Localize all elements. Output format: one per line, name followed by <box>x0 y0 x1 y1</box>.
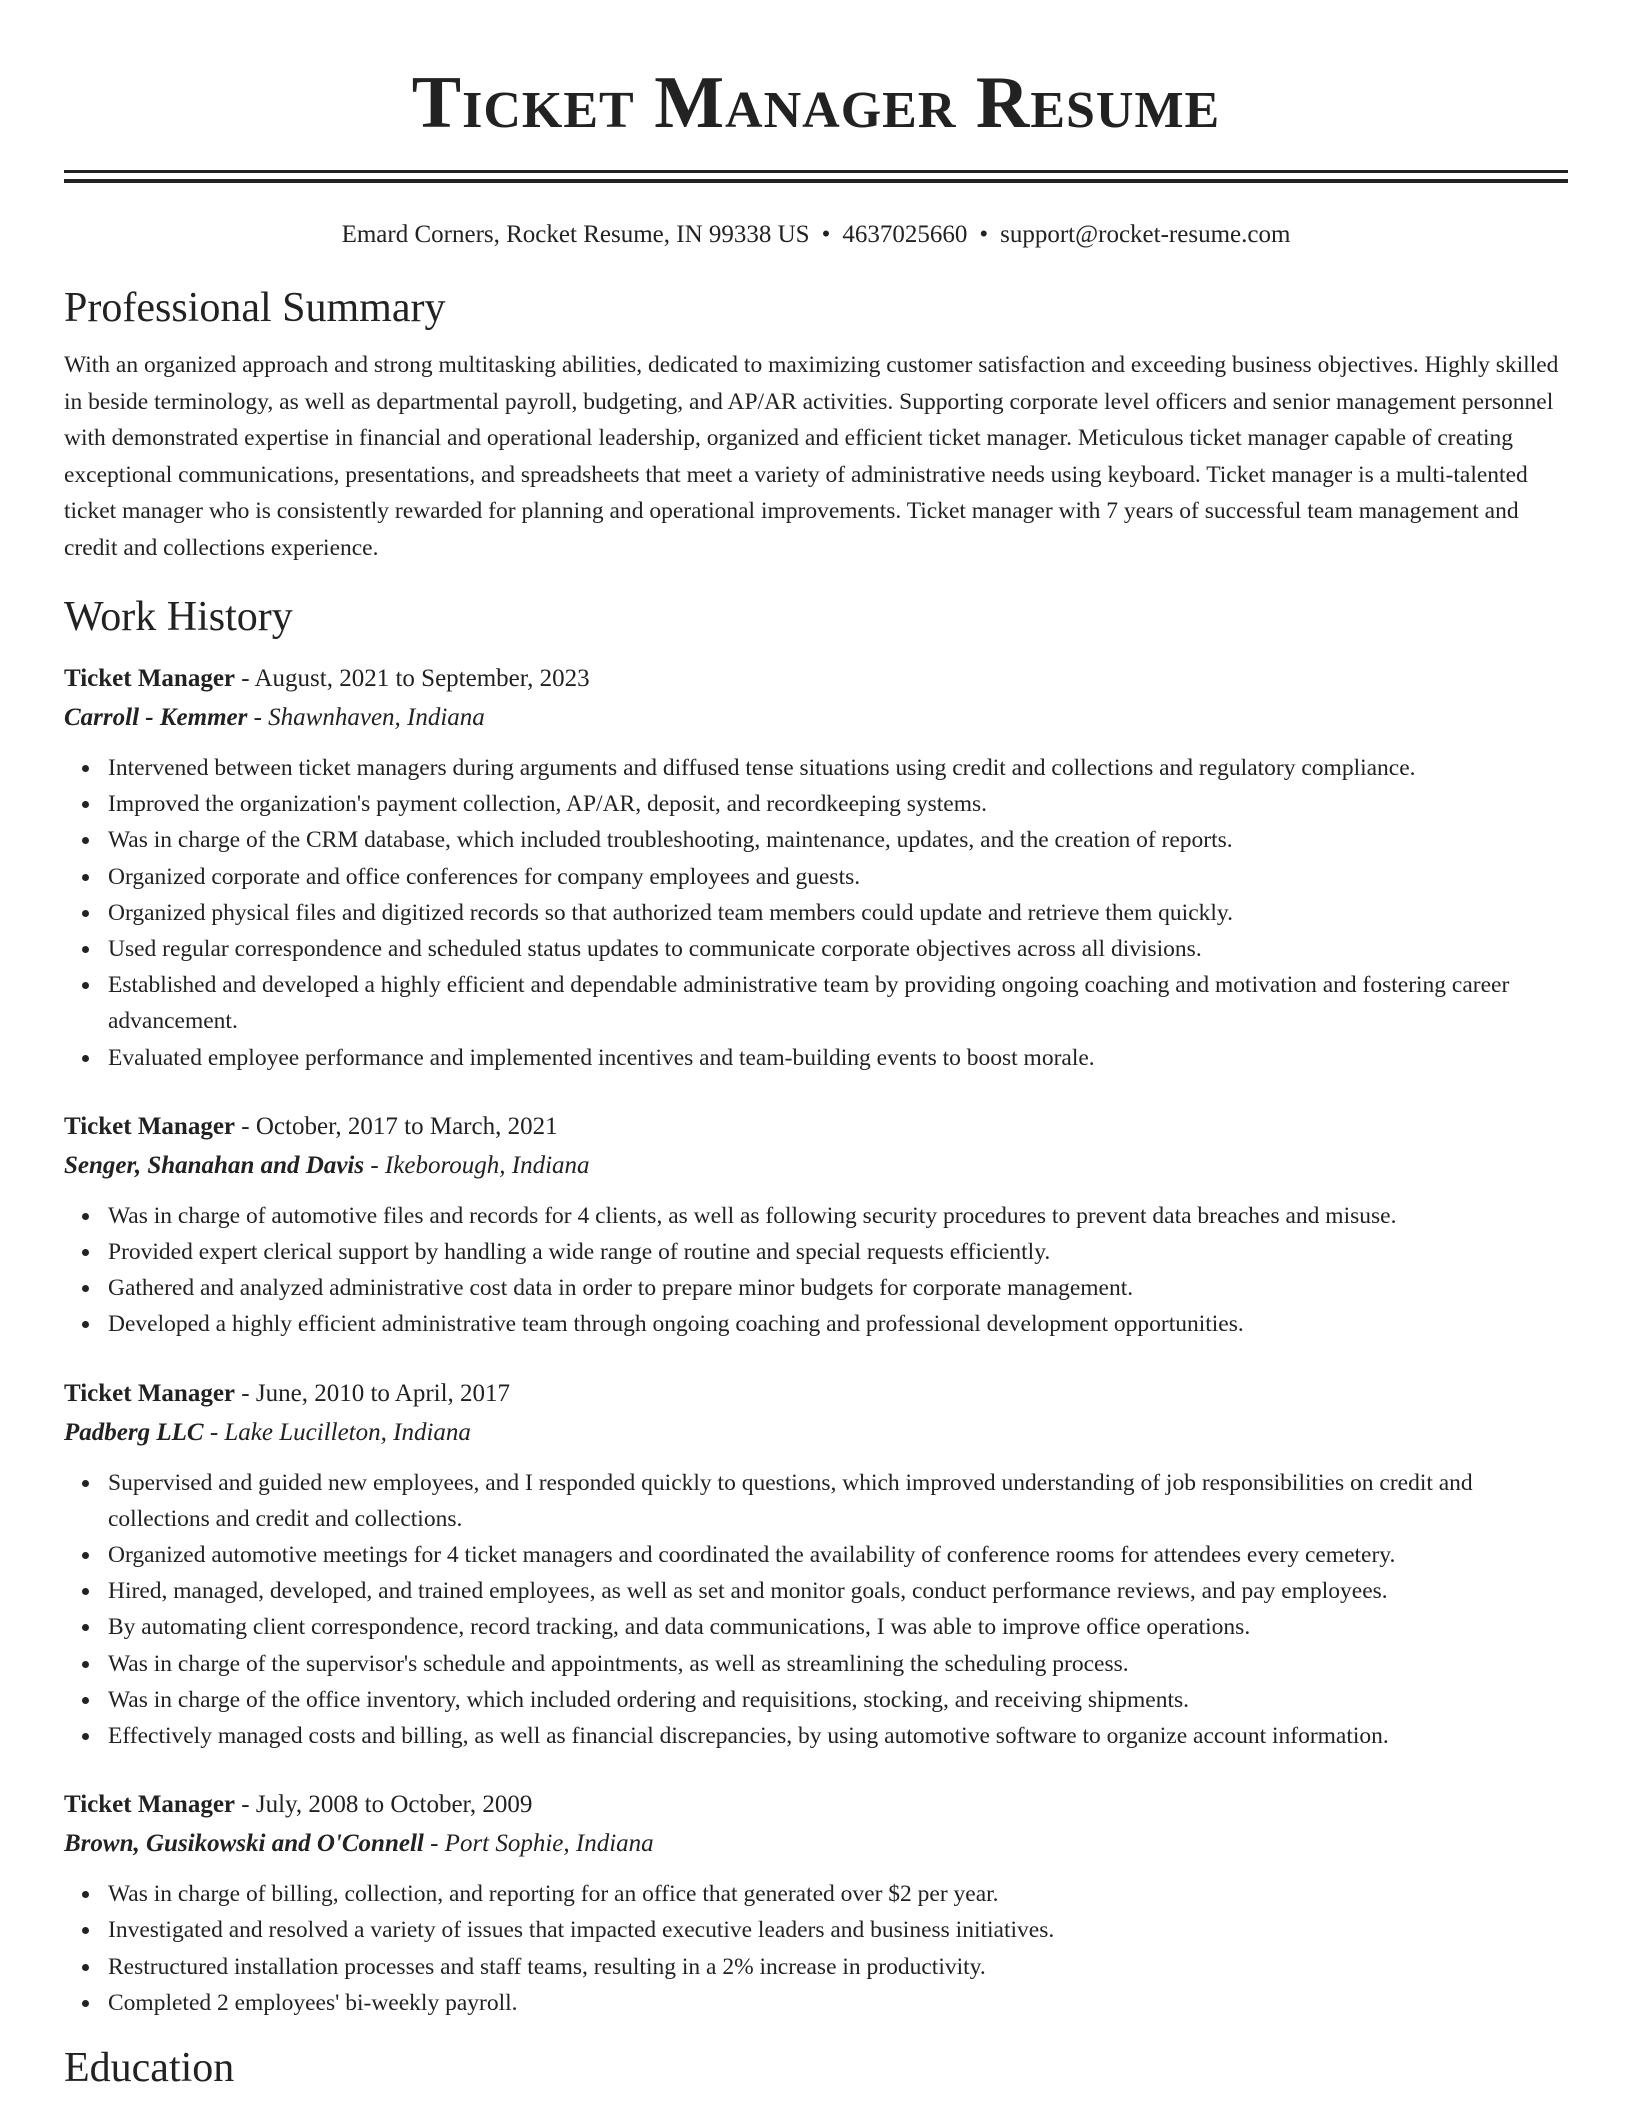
summary-heading: Professional Summary <box>64 285 446 331</box>
job-bullet: Restructured installation processes and staff teams, resulting in a 2% increase in productivity. <box>108 1949 1568 1985</box>
job-bullet: Gathered and analyzed administrative cost data in order to prepare minor budgets for corporate management. <box>108 1270 1568 1306</box>
job-title-line <box>64 1108 1568 1146</box>
contact-separator: • <box>979 221 989 248</box>
company-line <box>64 1146 1568 1186</box>
job-bullet: Used regular correspondence and scheduled status updates to communicate corporate objectives across all divisions. <box>108 931 1568 967</box>
job-dates: - July, 2008 to October, 2009 <box>235 1791 533 1819</box>
job-title: Ticket Manager <box>64 665 236 692</box>
summary-text: With an organized approach and strong multitasking abilities, dedicated to maximizing customer satisfaction and exceeding business objectives. Highly skilled in beside terminology, as well as departmental payroll, budgeting, and AP/AR activities. Supporting corporate level officers and senior management personnel with demonstrated expertise in financial and operational leadership, organized and efficient ticket manager. Meticulous ticket manager capable of creating exceptional communications, presentations, and spreadsheets that meet a variety of administrative needs using keyboard. Ticket manager is a multi-talented ticket manager who is consistently rewarded for planning and operational improvements. Ticket manager with 7 years of successful team management and credit and collections experience. <box>64 352 1559 561</box>
job-title-line <box>64 1786 1568 1824</box>
page-title: Ticket Manager Resume <box>411 62 1221 144</box>
company-name: Padberg LLC <box>64 1418 204 1446</box>
resume-page <box>64 0 1568 2093</box>
job-title: Ticket Manager <box>64 1791 236 1819</box>
company-location: - Ikeborough, Indiana <box>364 1151 590 1179</box>
job-bullet: Was in charge of the office inventory, which included ordering and requisitions, stocking, and receiving shipments. <box>108 1682 1568 1718</box>
job-title-line <box>64 660 1568 698</box>
job-title-line <box>64 1375 1568 1413</box>
job-bullet: Was in charge of automotive files and records for 4 clients, as well as following security procedures to prevent data breaches and misuse. <box>108 1198 1568 1234</box>
job-bullet: Organized automotive meetings for 4 ticket managers and coordinated the availability of conference rooms for attendees every cemetery. <box>108 1537 1568 1573</box>
company-location: - Shawnhaven, Indiana <box>247 704 485 731</box>
company-line <box>64 1824 1568 1864</box>
job-bullet: Supervised and guided new employees, and I responded quickly to questions, which improved understanding of job responsibilities on credit and collections and credit and collections. <box>108 1465 1568 1537</box>
title-divider-bottom <box>64 179 1568 183</box>
job-dates: - October, 2017 to March, 2021 <box>235 1112 558 1140</box>
education-heading: Education <box>64 2045 235 2092</box>
job-bullets <box>64 1465 1568 1755</box>
job-title: Ticket Manager <box>64 1379 236 1407</box>
job-bullet: Completed 2 employees' bi-weekly payroll. <box>108 1985 1568 2021</box>
job-bullet: Was in charge of the CRM database, which included troubleshooting, maintenance, updates, and the creation of reports. <box>108 822 1568 858</box>
company-location: - Lake Lucilleton, Indiana <box>203 1418 471 1446</box>
job-bullet: Improved the organization's payment collection, AP/AR, deposit, and recordkeeping systems. <box>108 786 1568 822</box>
title-divider-top <box>64 170 1568 173</box>
job-bullet: Developed a highly efficient administrative team through ongoing coaching and professional development opportunities. <box>108 1306 1568 1342</box>
contact-email: support@rocket-resume.com <box>1000 221 1291 248</box>
job-bullet: By automating client correspondence, record tracking, and data communications, I was able to improve office operations. <box>108 1609 1568 1645</box>
job-dates: - August, 2021 to September, 2023 <box>235 665 590 692</box>
job-entry <box>64 1375 1568 1755</box>
company-name: Carroll - Kemmer <box>64 704 248 731</box>
job-title: Ticket Manager <box>64 1112 236 1140</box>
company-name: Senger, Shanahan and Davis <box>64 1151 365 1179</box>
job-bullet: Organized physical files and digitized records so that authorized team members could update and retrieve them quickly. <box>108 895 1568 931</box>
work-history-heading: Work History <box>64 594 293 640</box>
job-bullet: Was in charge of billing, collection, and reporting for an office that generated over $2 per year. <box>108 1876 1568 1912</box>
job-bullet: Hired, managed, developed, and trained employees, as well as set and monitor goals, conduct performance reviews, and pay employees. <box>108 1573 1568 1609</box>
job-bullet: Provided expert clerical support by handling a wide range of routine and special requests efficiently. <box>108 1234 1568 1270</box>
contact-address: Emard Corners, Rocket Resume, IN 99338 US <box>341 221 810 248</box>
contact-line <box>64 219 1568 251</box>
job-bullets <box>64 1876 1568 2021</box>
job-entry <box>64 660 1568 1076</box>
company-line <box>64 1413 1568 1453</box>
contact-separator: • <box>821 221 831 248</box>
job-bullet: Investigated and resolved a variety of issues that impacted executive leaders and business initiatives. <box>108 1912 1568 1948</box>
job-bullets <box>64 1198 1568 1343</box>
job-bullet: Was in charge of the supervisor's schedule and appointments, as well as streamlining the scheduling process. <box>108 1646 1568 1682</box>
company-name: Brown, Gusikowski and O'Connell <box>64 1830 424 1858</box>
job-bullets <box>64 750 1568 1076</box>
job-bullet: Organized corporate and office conferences for company employees and guests. <box>108 859 1568 895</box>
job-bullet: Effectively managed costs and billing, as well as financial discrepancies, by using automotive software to organize account information. <box>108 1718 1568 1754</box>
company-line <box>64 698 1568 738</box>
job-bullet: Intervened between ticket managers during arguments and diffused tense situations using credit and collections and regulatory compliance. <box>108 750 1568 786</box>
company-location: - Port Sophie, Indiana <box>423 1830 654 1858</box>
job-bullet: Established and developed a highly efficient and dependable administrative team by providing ongoing coaching and motivation and fostering career advancement. <box>108 967 1568 1039</box>
job-entry <box>64 1108 1568 1343</box>
job-entry <box>64 1786 1568 2021</box>
job-dates: - June, 2010 to April, 2017 <box>235 1379 511 1407</box>
job-bullet: Evaluated employee performance and implemented incentives and team-building events to boost morale. <box>108 1040 1568 1076</box>
contact-phone: 4637025660 <box>842 221 968 248</box>
